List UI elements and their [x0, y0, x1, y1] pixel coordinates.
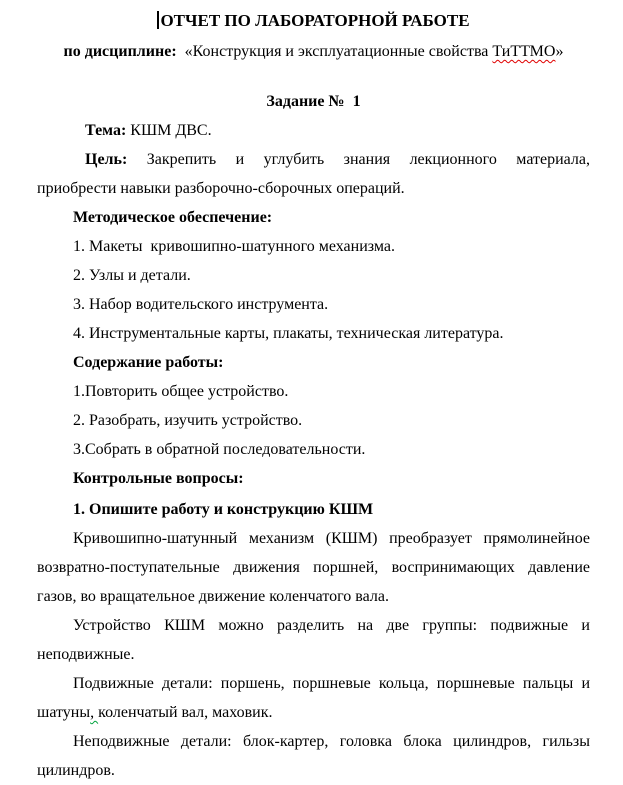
text-segment: Подвижные детали: поршень, поршневые кольца, поршневые пальцы и — [73, 675, 590, 692]
body-line[interactable] — [37, 640, 590, 669]
question-heading[interactable] — [37, 495, 590, 524]
list-item[interactable] — [37, 232, 590, 261]
body-line[interactable] — [37, 756, 590, 785]
list-item[interactable] — [37, 377, 590, 406]
text-segment: газов, во вращательное движение коленчатого вала. — [37, 588, 389, 605]
list-item[interactable] — [37, 406, 590, 435]
list-item[interactable] — [37, 290, 590, 319]
text-segment: Закрепить и углубить знания лекционного материала, — [127, 151, 590, 168]
text-segment: возвратно-поступательные движения поршней, воспринимающих давление — [37, 559, 590, 576]
text-segment: Устройство КШМ можно разделить на две группы: подвижные и — [73, 617, 590, 634]
text-segment: КШМ ДВС. — [126, 122, 212, 139]
body-line[interactable] — [37, 524, 590, 553]
body-line[interactable] — [37, 582, 590, 611]
discipline-subtitle[interactable] — [37, 37, 590, 66]
text-segment: неподвижные. — [37, 646, 135, 663]
text-segment: 2. Разобрать, изучить устройство. — [73, 412, 303, 429]
text-segment: коленчатый вал, маховик. — [98, 704, 273, 721]
section-heading-methodical[interactable] — [37, 203, 590, 232]
grammar-marked-text: , — [90, 704, 99, 721]
body-line[interactable] — [37, 553, 590, 582]
body-line[interactable] — [37, 698, 590, 727]
text-segment: Цель: — [85, 151, 128, 168]
list-item[interactable] — [37, 319, 590, 348]
topic-line[interactable] — [37, 116, 590, 145]
text-segment: 4. Инструментальные карты, плакаты, техническая литература. — [73, 325, 504, 342]
text-segment: Методическое обеспечение: — [73, 209, 273, 226]
text-segment: 3. Набор водительского инструмента. — [73, 296, 329, 313]
text-segment: по дисциплине: — [63, 43, 177, 60]
text-segment: Задание № 1 — [266, 93, 361, 110]
section-heading-contents[interactable] — [37, 348, 590, 377]
blank-line — [37, 66, 590, 87]
list-item[interactable] — [37, 435, 590, 464]
text-segment: 1. Макеты кривошипно-шатунного механизма. — [73, 238, 395, 255]
misspelled-word: ТиТТМО — [492, 43, 556, 60]
list-item[interactable] — [37, 261, 590, 290]
body-line[interactable] — [37, 611, 590, 640]
text-segment: » — [555, 43, 564, 60]
text-segment: Содержание работы: — [73, 354, 224, 371]
report-title[interactable] — [37, 4, 590, 37]
task-heading[interactable] — [37, 87, 590, 116]
text-segment: 1. Опишите работу и конструкцию КШМ — [73, 501, 374, 518]
goal-line[interactable] — [37, 145, 590, 174]
text-segment: цилиндров. — [37, 762, 115, 779]
goal-line-continuation[interactable] — [37, 174, 590, 203]
text-segment: «Конструкция и эксплуатационные свойства — [176, 43, 493, 60]
text-segment: 3.Собрать в обратной последовательности. — [73, 441, 366, 458]
text-segment: шатуны — [37, 704, 91, 721]
text-segment: 2. Узлы и детали. — [73, 267, 191, 284]
body-line[interactable] — [37, 669, 590, 698]
text-segment: Неподвижные детали: блок-картер, головка блока цилиндров, гильзы — [73, 733, 590, 750]
text-segment: 1.Повторить общее устройство. — [73, 383, 289, 400]
text-segment: Кривошипно-шатунный механизм (КШМ) преобразует прямолинейное — [73, 530, 590, 547]
text-segment: приобрести навыки разборочно-сборочных операций. — [37, 180, 405, 197]
section-heading-questions[interactable] — [37, 464, 590, 493]
text-segment: Контрольные вопросы: — [73, 470, 244, 487]
text-segment: Тема: — [85, 122, 127, 139]
text-segment: ОТЧЕТ ПО ЛАБОРАТОРНОЙ РАБОТЕ — [160, 11, 470, 30]
body-line[interactable] — [37, 727, 590, 756]
